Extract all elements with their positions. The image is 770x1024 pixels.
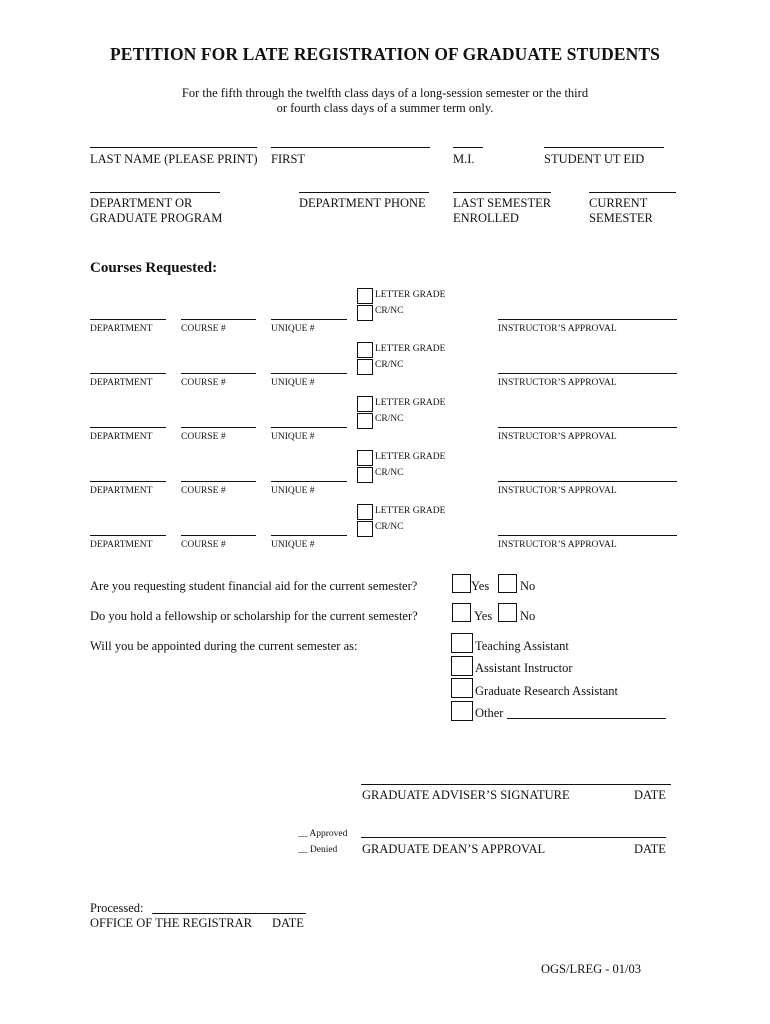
course-2-instructor-field[interactable]: [498, 373, 677, 374]
intro-line-1: For the fifth through the twelfth class days of a long-session semester or the third: [181, 86, 589, 100]
course-3-crnc-label: CR/NC: [375, 414, 404, 424]
last-semester-label-2: ENROLLED: [453, 211, 519, 225]
course-4-instructor-field[interactable]: [498, 481, 677, 482]
course-3-letter-grade-checkbox[interactable]: [357, 396, 373, 412]
course-4-unique-label: UNIQUE #: [271, 486, 315, 496]
registrar-date-label: DATE: [272, 916, 304, 930]
course-5-letter-grade-label: LETTER GRADE: [375, 506, 446, 516]
other-label: Other: [475, 706, 504, 720]
fellowship-no-checkbox[interactable]: [498, 603, 517, 622]
course-5-department-field[interactable]: [90, 535, 166, 536]
course-4-course-field[interactable]: [181, 481, 256, 482]
last-semester-label-1: LAST SEMESTER: [453, 196, 552, 210]
mi-field[interactable]: [453, 147, 483, 148]
current-semester-field[interactable]: [589, 192, 676, 193]
course-4-letter-grade-label: LETTER GRADE: [375, 452, 446, 462]
fellowship-yes-label: Yes: [474, 609, 493, 623]
course-3-letter-grade-label: LETTER GRADE: [375, 398, 446, 408]
last-semester-field[interactable]: [453, 192, 551, 193]
appointed-question: Will you be appointed during the current semester as:: [90, 639, 358, 653]
eid-field[interactable]: [544, 147, 664, 148]
current-semester-label-2: SEMESTER: [589, 211, 653, 225]
course-5-instructor-field[interactable]: [498, 535, 677, 536]
adviser-signature-label: GRADUATE ADVISER’S SIGNATURE: [362, 788, 570, 802]
intro-line-2: or fourth class days of a summer term only.: [276, 101, 494, 115]
last-name-field[interactable]: [90, 147, 257, 148]
first-name-label: FIRST: [271, 152, 306, 166]
other-field[interactable]: [507, 718, 666, 719]
gra-checkbox[interactable]: [451, 678, 473, 698]
course-3-department-label: DEPARTMENT: [90, 432, 153, 442]
course-1-instructor-label: INSTRUCTOR’S APPROVAL: [498, 324, 617, 334]
department-label-1: DEPARTMENT OR: [90, 196, 193, 210]
course-5-unique-label: UNIQUE #: [271, 540, 315, 550]
course-5-course-field[interactable]: [181, 535, 256, 536]
course-3-instructor-field[interactable]: [498, 427, 677, 428]
course-2-course-label: COURSE #: [181, 378, 226, 388]
course-5-crnc-label: CR/NC: [375, 522, 404, 532]
course-3-instructor-label: INSTRUCTOR’S APPROVAL: [498, 432, 617, 442]
approved-option[interactable]: __ Approved: [298, 829, 348, 839]
course-3-unique-field[interactable]: [271, 427, 347, 428]
course-1-unique-field[interactable]: [271, 319, 347, 320]
course-4-crnc-label: CR/NC: [375, 468, 404, 478]
course-2-letter-grade-label: LETTER GRADE: [375, 344, 446, 354]
course-2-letter-grade-checkbox[interactable]: [357, 342, 373, 358]
mi-label: M.I.: [453, 152, 475, 166]
teaching-assistant-checkbox[interactable]: [451, 633, 473, 653]
last-name-label: LAST NAME (PLEASE PRINT): [90, 152, 258, 166]
processed-field[interactable]: [152, 913, 306, 914]
course-2-course-field[interactable]: [181, 373, 256, 374]
course-5-crnc-checkbox[interactable]: [357, 521, 373, 537]
course-1-crnc-checkbox[interactable]: [357, 305, 373, 321]
registrar-label: OFFICE OF THE REGISTRAR: [90, 916, 252, 930]
course-2-crnc-checkbox[interactable]: [357, 359, 373, 375]
course-1-course-field[interactable]: [181, 319, 256, 320]
other-checkbox[interactable]: [451, 701, 473, 721]
courses-heading: Courses Requested:: [90, 260, 218, 276]
dean-date-label: DATE: [634, 842, 666, 856]
assistant-instructor-checkbox[interactable]: [451, 656, 473, 676]
denied-option[interactable]: __ Denied: [298, 845, 338, 855]
course-5-department-label: DEPARTMENT: [90, 540, 153, 550]
course-1-unique-label: UNIQUE #: [271, 324, 315, 334]
dean-approval-label: GRADUATE DEAN’S APPROVAL: [362, 842, 546, 856]
department-label-2: GRADUATE PROGRAM: [90, 211, 223, 225]
course-1-department-label: DEPARTMENT: [90, 324, 153, 334]
department-field[interactable]: [90, 192, 220, 193]
course-4-course-label: COURSE #: [181, 486, 226, 496]
course-2-department-label: DEPARTMENT: [90, 378, 153, 388]
course-5-course-label: COURSE #: [181, 540, 226, 550]
course-1-department-field[interactable]: [90, 319, 166, 320]
course-4-department-field[interactable]: [90, 481, 166, 482]
course-4-department-label: DEPARTMENT: [90, 486, 153, 496]
form-code: OGS/LREG - 01/03: [541, 962, 641, 976]
course-1-instructor-field[interactable]: [498, 319, 677, 320]
financial-aid-yes-label: Yes: [471, 579, 490, 593]
course-2-department-field[interactable]: [90, 373, 166, 374]
course-4-letter-grade-checkbox[interactable]: [357, 450, 373, 466]
first-name-field[interactable]: [271, 147, 430, 148]
course-3-course-label: COURSE #: [181, 432, 226, 442]
course-5-instructor-label: INSTRUCTOR’S APPROVAL: [498, 540, 617, 550]
course-4-crnc-checkbox[interactable]: [357, 467, 373, 483]
form-title: PETITION FOR LATE REGISTRATION OF GRADUATE STUDENTS: [110, 44, 660, 64]
course-5-letter-grade-checkbox[interactable]: [357, 504, 373, 520]
fellowship-question: Do you hold a fellowship or scholarship for the current semester?: [90, 609, 418, 623]
course-2-unique-label: UNIQUE #: [271, 378, 315, 388]
financial-aid-yes-checkbox[interactable]: [452, 574, 471, 593]
course-1-crnc-label: CR/NC: [375, 306, 404, 316]
course-5-unique-field[interactable]: [271, 535, 347, 536]
course-2-unique-field[interactable]: [271, 373, 347, 374]
course-3-department-field[interactable]: [90, 427, 166, 428]
course-3-crnc-checkbox[interactable]: [357, 413, 373, 429]
financial-aid-no-label: No: [520, 579, 536, 593]
course-4-unique-field[interactable]: [271, 481, 347, 482]
financial-aid-question: Are you requesting student financial aid for the current semester?: [90, 579, 418, 593]
fellowship-yes-checkbox[interactable]: [452, 603, 471, 622]
eid-label: STUDENT UT EID: [544, 152, 645, 166]
assistant-instructor-label: Assistant Instructor: [475, 661, 573, 675]
processed-label: Processed:: [90, 901, 144, 915]
course-1-letter-grade-checkbox[interactable]: [357, 288, 373, 304]
adviser-date-label: DATE: [634, 788, 666, 802]
gra-label: Graduate Research Assistant: [475, 684, 619, 698]
department-phone-label: DEPARTMENT PHONE: [299, 196, 426, 210]
course-3-unique-label: UNIQUE #: [271, 432, 315, 442]
adviser-signature-field[interactable]: [361, 784, 671, 785]
department-phone-field[interactable]: [299, 192, 429, 193]
course-2-crnc-label: CR/NC: [375, 360, 404, 370]
course-1-course-label: COURSE #: [181, 324, 226, 334]
financial-aid-no-checkbox[interactable]: [498, 574, 517, 593]
course-3-course-field[interactable]: [181, 427, 256, 428]
course-2-instructor-label: INSTRUCTOR’S APPROVAL: [498, 378, 617, 388]
course-4-instructor-label: INSTRUCTOR’S APPROVAL: [498, 486, 617, 496]
fellowship-no-label: No: [520, 609, 536, 623]
current-semester-label-1: CURRENT: [589, 196, 648, 210]
dean-approval-field[interactable]: [361, 837, 666, 838]
teaching-assistant-label: Teaching Assistant: [475, 639, 569, 653]
course-1-letter-grade-label: LETTER GRADE: [375, 290, 446, 300]
